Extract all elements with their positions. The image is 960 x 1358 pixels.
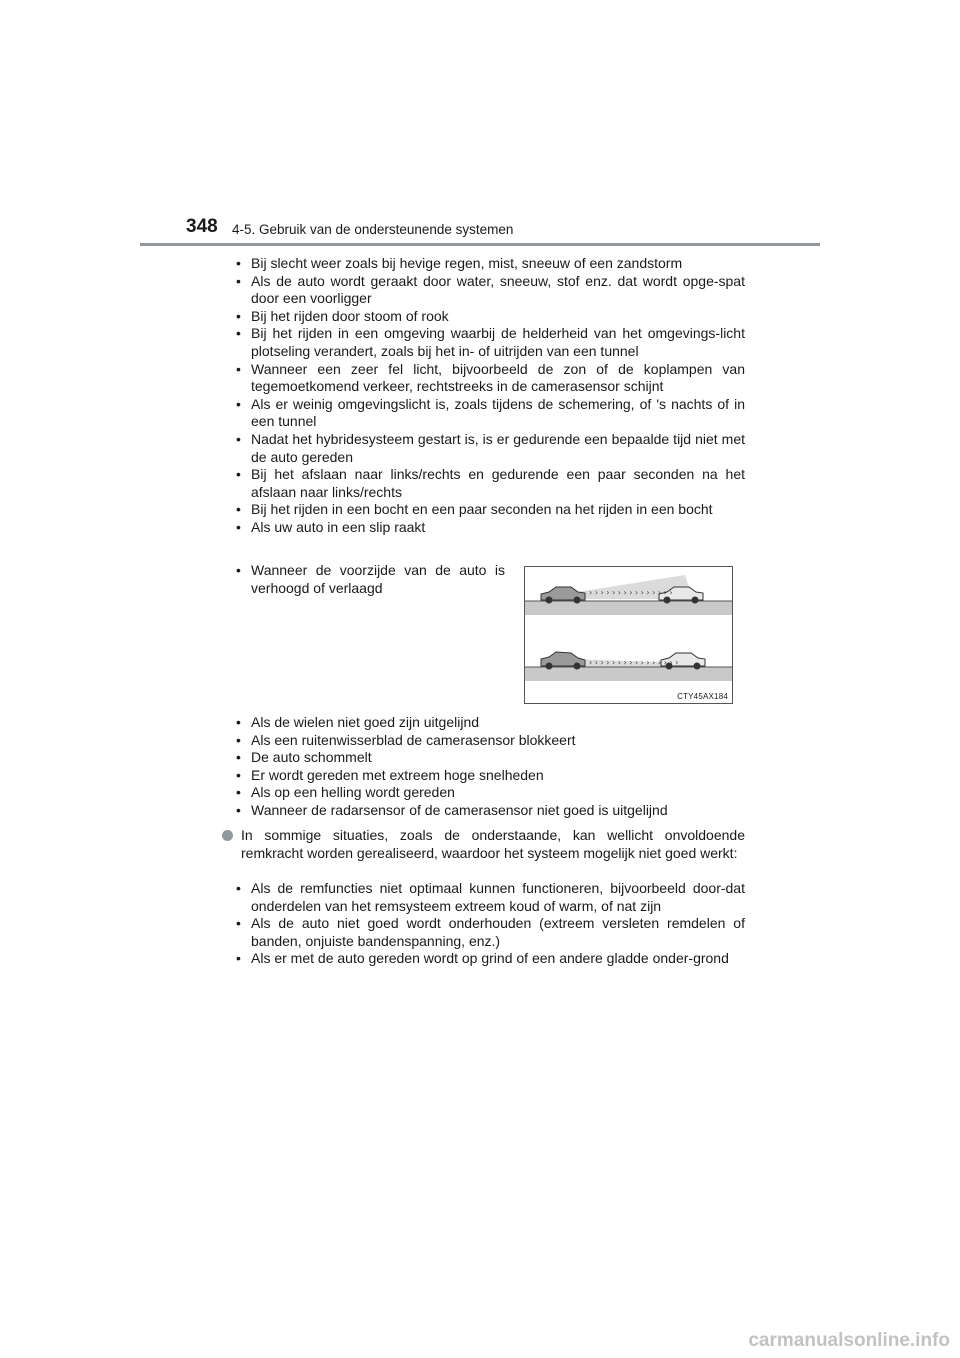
list-item: • Bij het afslaan naar links/rechts en gedurende een paar seconden na het afslaan naar links/rechts <box>235 466 745 501</box>
figure-code: CTY45AX184 <box>677 692 728 701</box>
list-item: • Bij het rijden in een omgeving waarbij de helderheid van het omgevings-licht plotseling verandert, zoals bij het in- of uitrijden van een tunnel <box>235 325 745 360</box>
section-title: 4-5. Gebruik van de ondersteunende systemen <box>232 222 514 237</box>
list-item: • Er wordt gereden met extreem hoge snelheden <box>235 767 745 785</box>
list-item: • Als uw auto in een slip raakt <box>235 519 745 537</box>
main-bullet-text: In sommige situaties, zoals de onderstaande, kan wellicht onvoldoende remkracht worden gerealiseerd, waardoor het systeem mogelijk niet goed werkt: <box>241 827 745 861</box>
list-item: • Bij slecht weer zoals bij hevige regen, mist, sneeuw of een zandstorm <box>235 255 745 273</box>
list-item: • Als op een helling wordt gereden <box>235 784 745 802</box>
list-item: • Wanneer een zeer fel licht, bijvoorbeeld de zon of de koplampen van tegemoetkomend verkeer, rechtstreeks in de camerasensor schijnt <box>235 361 745 396</box>
list-item: • Als de auto niet goed wordt onderhouden (extreem versleten remdelen of banden, onjuiste bandenspanning, enz.) <box>235 915 745 950</box>
condition-list-b <box>235 562 505 597</box>
vehicle-pitch-illustration <box>524 566 733 704</box>
road-surface <box>525 667 732 681</box>
condition-list-c <box>235 714 745 820</box>
list-item: • Als de wielen niet goed zijn uitgelijnd <box>235 714 745 732</box>
list-item: • Als een ruitenwisserblad de camerasensor blokkeert <box>235 732 745 750</box>
page-number: 348 <box>186 216 218 237</box>
list-item: • Wanneer de voorzijde van de auto is verhoogd of verlaagd <box>235 562 505 597</box>
scene-raised-front <box>525 575 732 615</box>
list-item: • Als de auto wordt geraakt door water, sneeuw, stof enz. dat wordt opge-spat door een voorligger <box>235 273 745 308</box>
scene-lowered-front <box>525 652 732 681</box>
list-item: • Nadat het hybridesysteem gestart is, is er gedurende een bepaalde tijd niet met de auto gereden <box>235 431 745 466</box>
list-item: • Als de remfuncties niet optimaal kunnen functioneren, bijvoorbeeld door-dat onderdelen van het remsysteem extreem koud of warm, of nat zijn <box>235 880 745 915</box>
condition-list-a <box>235 255 745 537</box>
list-item: • Bij het rijden in een bocht en een paar seconden na het rijden in een bocht <box>235 501 745 519</box>
beam-arrows: › › › › › › › › › › › › › › › › <box>589 658 679 667</box>
bullet-dot-icon <box>222 830 233 841</box>
illustration-drawing <box>525 567 732 703</box>
road-surface <box>525 601 732 615</box>
watermark: carmanualsonline.info <box>748 1330 950 1351</box>
list-item: • Als er weinig omgevingslicht is, zoals tijdens de schemering, of 's nachts of in een tunnel <box>235 396 745 431</box>
list-item: • Wanneer de radarsensor of de camerasensor niet goed is uitgelijnd <box>235 802 745 820</box>
list-item: • Als er met de auto gereden wordt op grind of een andere gladde onder-grond <box>235 950 745 968</box>
beam-arrows: › › › › › › › › › › › › › › › <box>589 588 673 597</box>
list-item: • De auto schommelt <box>235 749 745 767</box>
main-bullet-paragraph <box>222 827 745 862</box>
list-item: • Bij het rijden door stoom of rook <box>235 308 745 326</box>
header-rule <box>140 243 820 246</box>
condition-list-d <box>235 880 745 968</box>
